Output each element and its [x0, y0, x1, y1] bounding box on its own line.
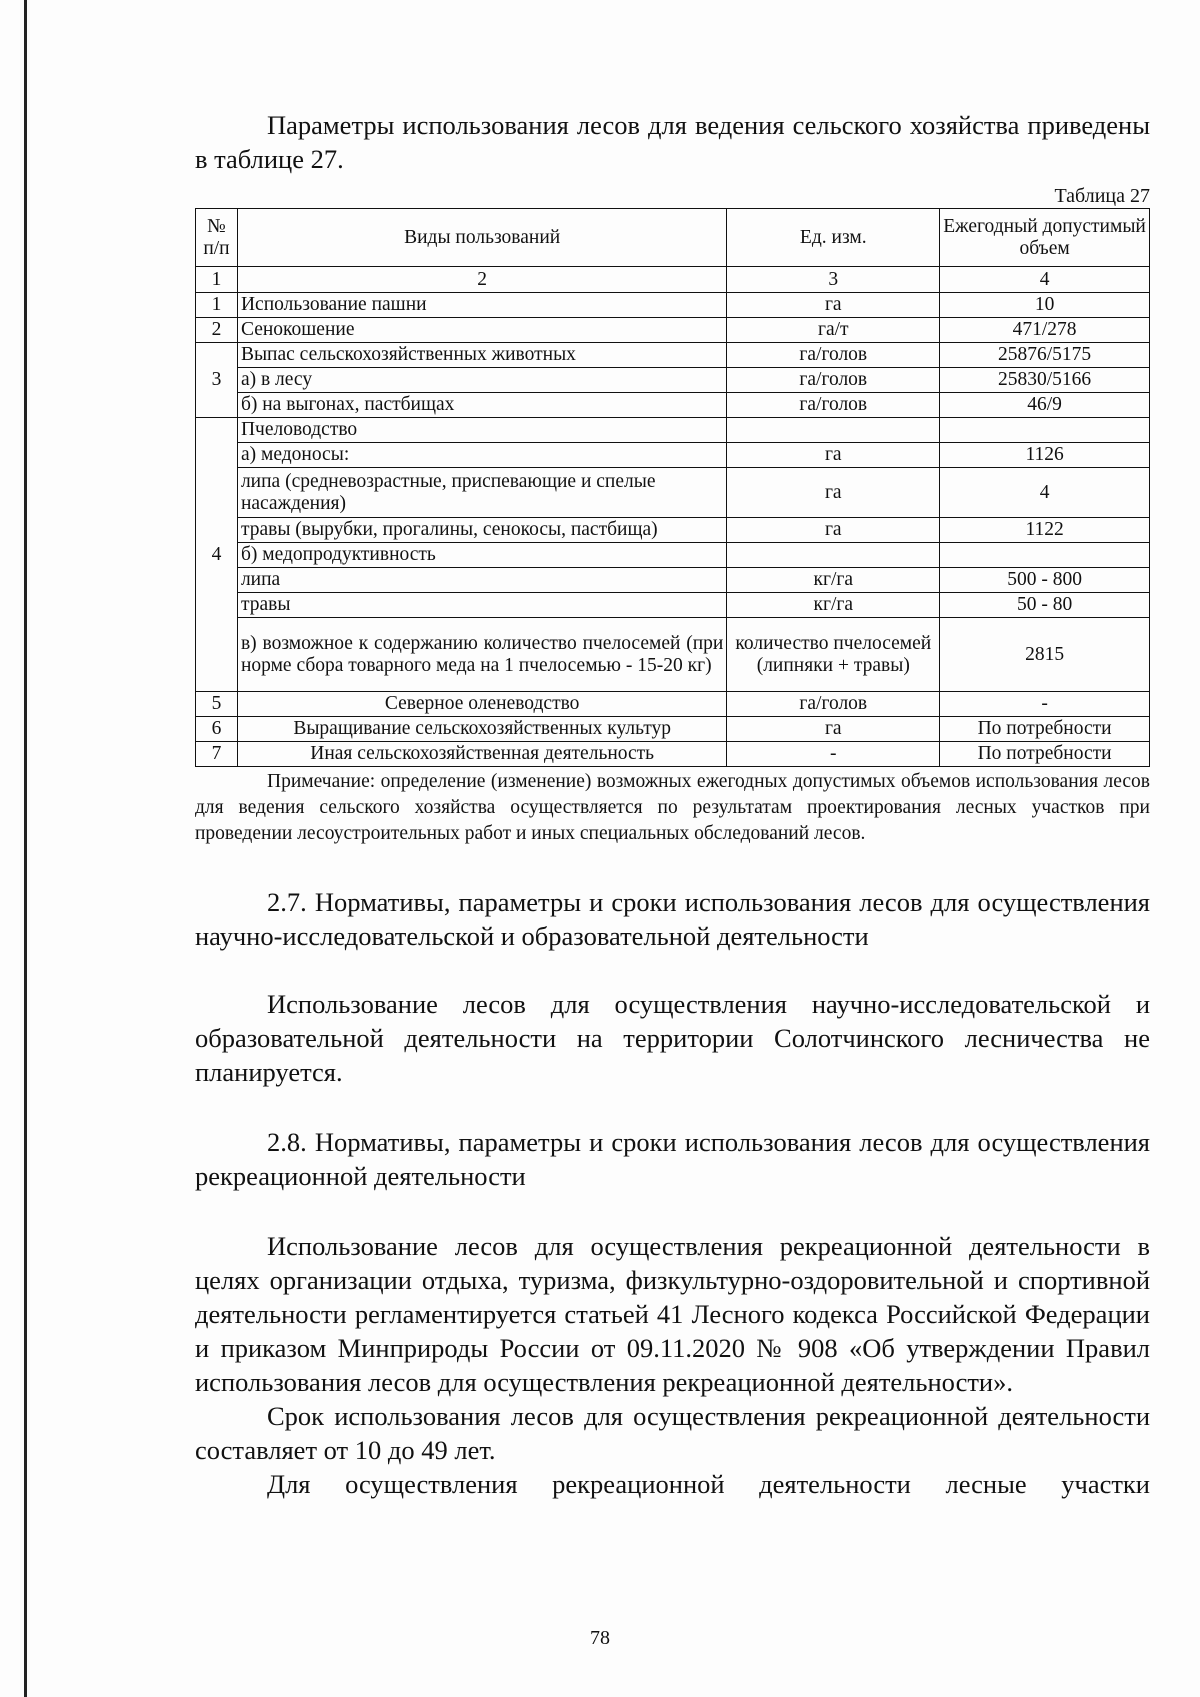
col-number: 1: [196, 267, 238, 293]
row-unit: га: [727, 518, 940, 543]
usage-table: [195, 208, 1150, 767]
col-number: 3: [727, 267, 940, 293]
row-volume: 46/9: [940, 393, 1150, 418]
row-unit: [727, 418, 940, 443]
table-row: [196, 318, 1150, 343]
table-row: [196, 692, 1150, 717]
row-num: 2: [196, 318, 238, 343]
table-caption: Таблица 27: [1054, 185, 1150, 207]
section-2-8-text-1: Использование лесов для осуществления рекреационной деятельности в целях организации отдыха, туризма, физкультурно-оздоровительной и спортивной деятельности регламентируется статьей 41 Лесного кодекса Российской Федерации и приказом Минприроды России от 09.11.2020 № 908 «Об утверждении Правил использования лесов для осуществления рекреационной деятельности».: [195, 1231, 1150, 1397]
section-2-8-text-3: Для осуществления рекреационной деятельности лесные участки: [267, 1469, 1150, 1499]
row-volume: По потребности: [940, 742, 1150, 767]
col-number: 2: [237, 267, 726, 293]
section-2-7-text: Использование лесов для осуществления научно-исследовательской и образовательной деятельности на территории Солотчинского лесничества не планируется.: [195, 989, 1150, 1087]
row-type: в) возможное к содержанию количество пчелосемей (при норме сбора товарного меда на 1 пчелосемью - 15-20 кг): [237, 618, 726, 692]
row-type: б) на выгонах, пастбищах: [237, 393, 726, 418]
row-type: травы: [237, 593, 726, 618]
document-page: [195, 108, 1150, 1501]
table-note: Примечание: определение (изменение) возможных ежегодных допустимых объемов использования лесов для ведения сельского хозяйства осуществляется по результатам проектирования лесных участков при проведении лесоустроительных работ и иных специальных обследований лесов.: [195, 771, 1150, 844]
row-type: а) медоносы:: [237, 443, 726, 468]
row-unit: га/т: [727, 318, 940, 343]
row-volume: 471/278: [940, 318, 1150, 343]
row-type: Северное оленеводство: [237, 692, 726, 717]
section-2-8-text-2: Срок использования лесов для осуществления рекреационной деятельности составляет от 10 до 49 лет.: [195, 1401, 1150, 1465]
row-volume: 25830/5166: [940, 368, 1150, 393]
page-number: 78: [590, 1627, 610, 1649]
row-type: Выращивание сельскохозяйственных культур: [237, 717, 726, 742]
table-header-row: [196, 209, 1150, 267]
table-row: [196, 368, 1150, 393]
row-volume: 1126: [940, 443, 1150, 468]
row-num: 6: [196, 717, 238, 742]
row-type: Сенокошение: [237, 318, 726, 343]
row-volume: 25876/5175: [940, 343, 1150, 368]
row-unit: -: [727, 742, 940, 767]
row-type: Иная сельскохозяйственная деятельность: [237, 742, 726, 767]
row-type: Пчеловодство: [237, 418, 726, 443]
table-row: [196, 717, 1150, 742]
header-type: Виды пользований: [237, 209, 726, 267]
row-type: Выпас сельскохозяйственных животных: [237, 343, 726, 368]
section-2-8-heading: 2.8. Нормативы, параметры и сроки использования лесов для осуществления рекреационной деятельности: [195, 1127, 1150, 1191]
row-type: б) медопродуктивность: [237, 543, 726, 568]
col-number: 4: [940, 267, 1150, 293]
column-number-row: [196, 267, 1150, 293]
row-unit: [727, 543, 940, 568]
row-volume: 4: [940, 468, 1150, 518]
header-unit: Ед. изм.: [727, 209, 940, 267]
row-type: Использование пашни: [237, 293, 726, 318]
row-num: 5: [196, 692, 238, 717]
table-row: [196, 393, 1150, 418]
row-volume: 50 - 80: [940, 593, 1150, 618]
table-row: [196, 443, 1150, 468]
row-volume: [940, 418, 1150, 443]
row-unit: кг/га: [727, 593, 940, 618]
table-row: [196, 742, 1150, 767]
row-type: липа (средневозрастные, приспевающие и спелые насаждения): [237, 468, 726, 518]
table-row: [196, 293, 1150, 318]
row-num: 3: [196, 343, 238, 418]
header-volume: Ежегодный допустимый объем: [940, 209, 1150, 267]
row-num: 1: [196, 293, 238, 318]
table-row: [196, 418, 1150, 443]
table-row: [196, 593, 1150, 618]
header-num: № п/п: [196, 209, 238, 267]
row-unit: га: [727, 443, 940, 468]
row-unit: га/голов: [727, 368, 940, 393]
row-unit: га/голов: [727, 343, 940, 368]
row-unit: кг/га: [727, 568, 940, 593]
row-unit: га: [727, 293, 940, 318]
row-volume: По потребности: [940, 717, 1150, 742]
section-2-7-heading: 2.7. Нормативы, параметры и сроки использования лесов для осуществления научно-исследовательской и образовательной деятельности: [195, 887, 1150, 951]
row-volume: 10: [940, 293, 1150, 318]
row-unit: га: [727, 717, 940, 742]
row-volume: -: [940, 692, 1150, 717]
intro-paragraph: Параметры использования лесов для ведения сельского хозяйства приведены в таблице 27.: [195, 110, 1150, 174]
row-unit: га/голов: [727, 393, 940, 418]
table-row: [196, 618, 1150, 692]
table-row: [196, 543, 1150, 568]
row-num: 7: [196, 742, 238, 767]
row-unit: количество пчелосемей (липняки + травы): [727, 618, 940, 692]
row-volume: 500 - 800: [940, 568, 1150, 593]
table-row: [196, 568, 1150, 593]
table-row: [196, 518, 1150, 543]
row-num: 4: [196, 418, 238, 692]
row-volume: 1122: [940, 518, 1150, 543]
row-volume: 2815: [940, 618, 1150, 692]
row-volume: [940, 543, 1150, 568]
row-type: травы (вырубки, прогалины, сенокосы, пастбища): [237, 518, 726, 543]
row-unit: га: [727, 468, 940, 518]
table-row: [196, 343, 1150, 368]
row-type: а) в лесу: [237, 368, 726, 393]
row-type: липа: [237, 568, 726, 593]
scan-edge: [24, 0, 27, 1697]
table-row: [196, 468, 1150, 518]
row-unit: га/голов: [727, 692, 940, 717]
